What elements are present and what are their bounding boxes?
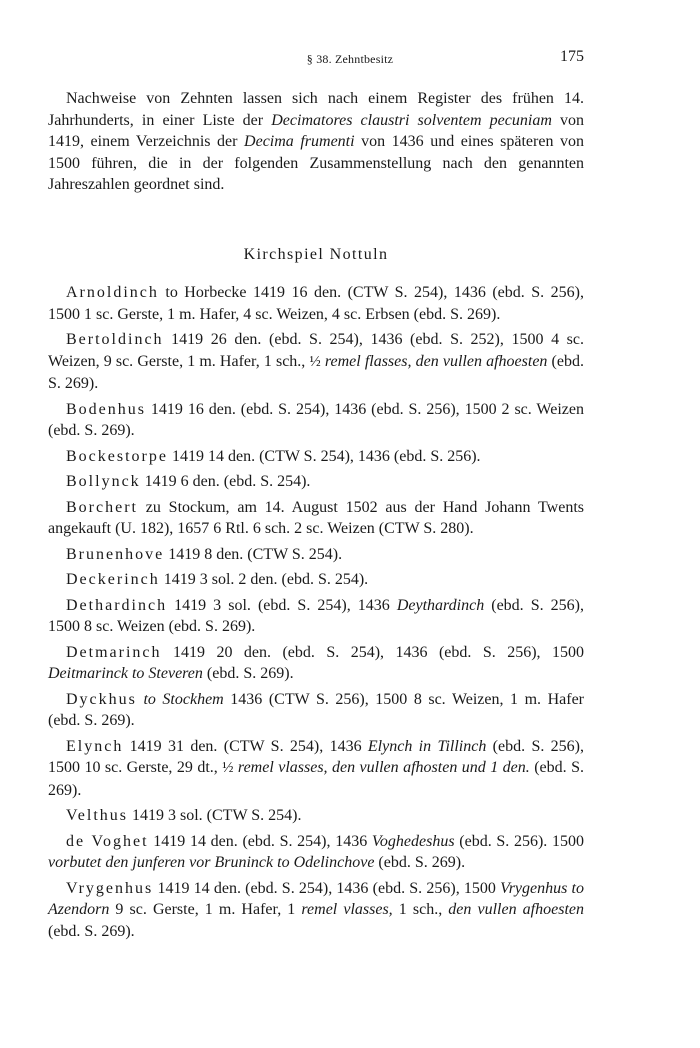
entry-bockestorpe: Bockestorpe 1419 14 den. (CTW S. 254), 1436 (ebd. S. 256). [66,447,481,465]
entry-bertoldinch: Bertoldinch 1419 26 den. (ebd. S. 254), 1436 (ebd. S. 252), 1500 4 sc. Weizen, 9 sc. Gerste, 1 m. Hafer, 1 sch., ½ remel flasses, den vullen afhoesten (ebd. S. 269). [48,331,584,392]
entry-brunenhove: Brunenhove 1419 8 den. (CTW S. 254). [66,545,343,563]
page-number: 175 [560,48,584,65]
entry-arnoldinch: Arnoldinch to Horbecke 1419 16 den. (CTW S. 254), 1436 (ebd. S. 256), 1500 1 sc. Gerste, 1 m. Hafer, 4 sc. Weizen, 4 sc. Erbsen (ebd. S. 269). [48,284,584,323]
section-heading: Kirchspiel Nottuln [243,245,389,263]
entry-borchert: Borchert zu Stockum, am 14. August 1502 aus der Hand Johann Twents angekauft (U. 182), 1657 6 Rtl. 6 sch. 2 sc. Weizen (CTW S. 280). [48,498,584,537]
running-header: § 38. Zehntbesitz [306,52,394,66]
entry-velthus: Velthus 1419 3 sol. (CTW S. 254). [66,807,302,824]
entry-dyckhus: Dyckhus to Stockhem 1436 (CTW S. 256), 1500 8 sc. Weizen, 1 m. Hafer (ebd. S. 269). [48,690,585,729]
entry-vrygenhus: Vrygenhus 1419 14 den. (ebd. S. 254), 1436 (ebd. S. 256), 1500 Vrygenhus to Azendorn 9 sc. Gerste, 1 m. Hafer, 1 remel vlasses, 1 sch., den vullen afhoesten (ebd. S. 269). [48,879,585,940]
entry-deckerinch: Deckerinch 1419 3 sol. 2 den. (ebd. S. 254). [66,571,369,588]
entry-detmarinch: Detmarinch 1419 20 den. (ebd. S. 254), 1436 (ebd. S. 256), 1500 Deitmarinck to Steveren (ebd. S. 269). [48,643,584,682]
page-body [48,88,584,946]
entry-bollynck: Bollynck 1419 6 den. (ebd. S. 254). [66,473,311,490]
entry-de-voghet: de Voghet 1419 14 den. (ebd. S. 254), 1436 Voghedeshus (ebd. S. 256). 1500 vorbutet den junferen vor Bruninck to Odelinchove (ebd. S. 269). [48,832,585,871]
entry-elynch: Elynch 1419 31 den. (CTW S. 254), 1436 Elynch in Tillinch (ebd. S. 256), 1500 10 sc. Gerste, 29 dt., ½ remel vlasses, den vullen afhosten und 1 den. (ebd. S. 269). [48,737,584,799]
intro-paragraph: Nachweise von Zehnten lassen sich nach einem Register des frühen 14. Jahrhunderts, in einer Liste der Decimatores claustri solventem pecuniam von 1419, einem Verzeichnis der Decima frumenti von 1436 und eines späteren von 1500 führen, die in der folgenden Zusammenstellung nach den genannten Jahreszahlen geordnet sind. [48,90,585,193]
entry-bodenhus: Bodenhus 1419 16 den. (ebd. S. 254), 1436 (ebd. S. 256), 1500 2 sc. Weizen (ebd. S. 269). [48,400,584,439]
entry-dethardinch: Dethardinch 1419 3 sol. (ebd. S. 254), 1436 Deythardinch (ebd. S. 256), 1500 8 sc. Weizen (ebd. S. 269). [48,596,585,635]
